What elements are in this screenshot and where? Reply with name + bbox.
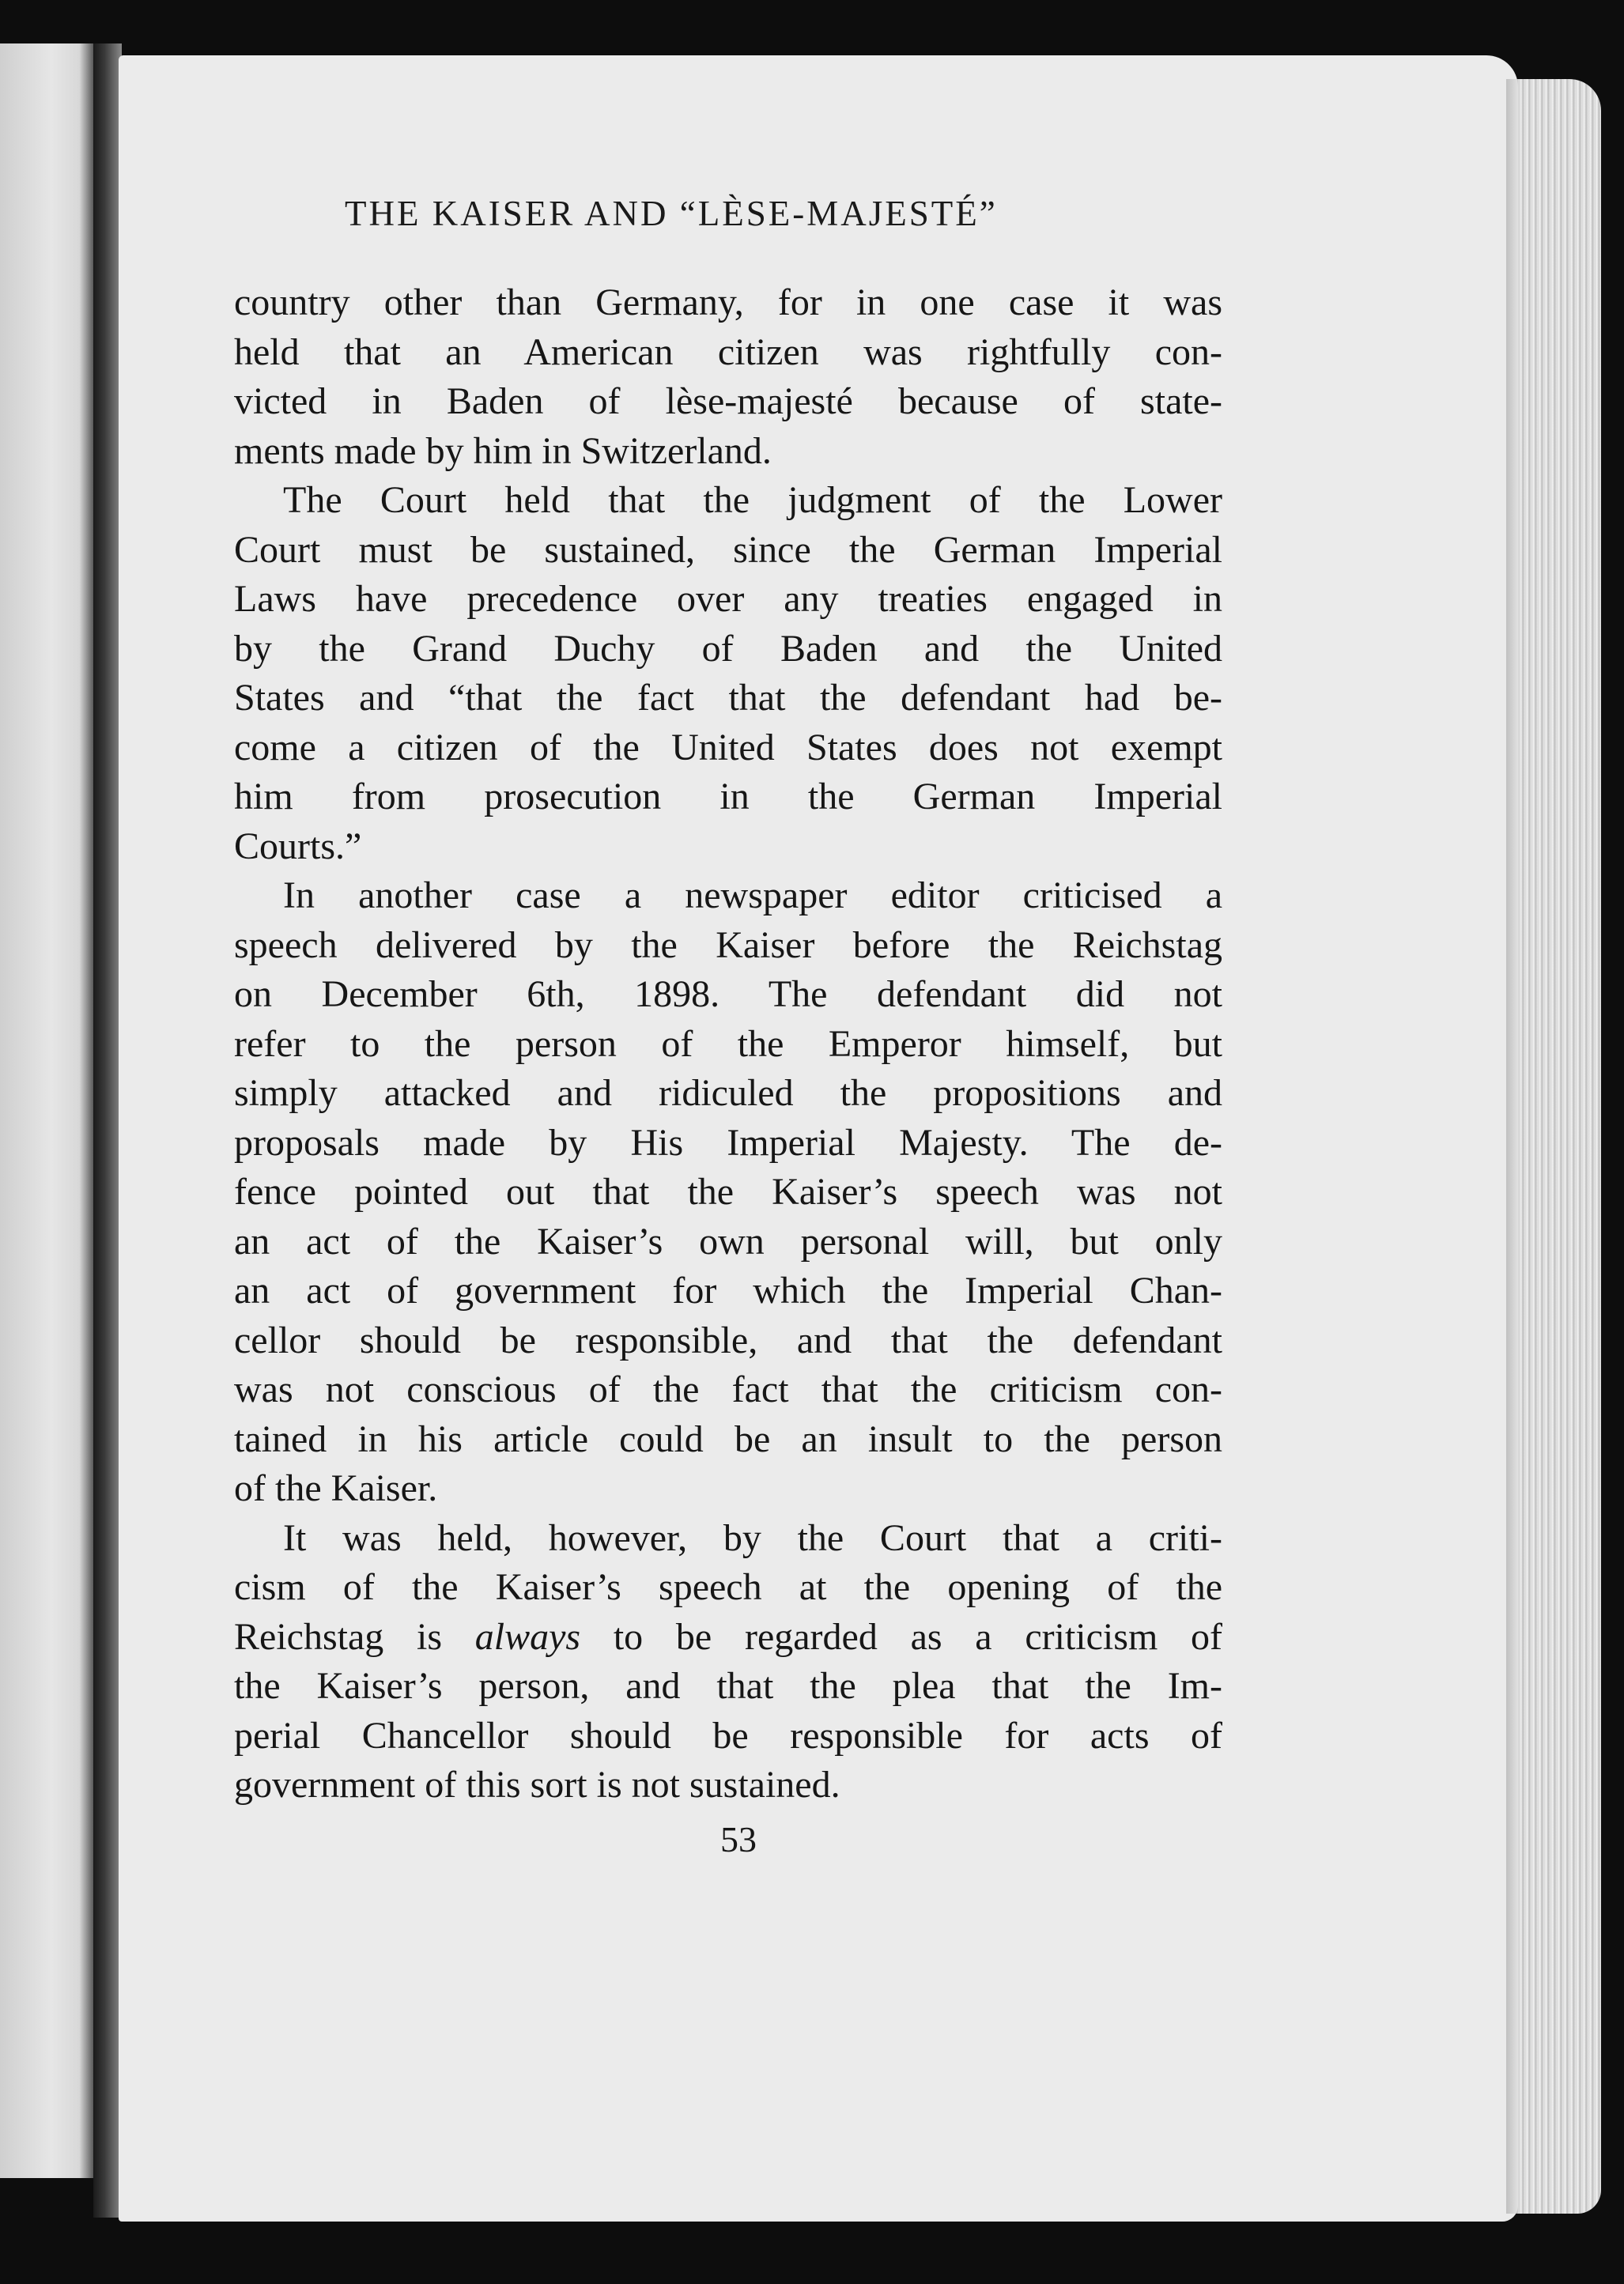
text-line: It was held, however, by the Court that a criti- xyxy=(283,1516,1222,1559)
text-line: tained in his article could be an insult to the person xyxy=(234,1418,1222,1460)
text-line: Reichstag is always to be regarded as a criticism of xyxy=(234,1615,1222,1658)
body-text xyxy=(234,278,1222,1810)
facing-page-edge xyxy=(0,43,93,2178)
page-number: 53 xyxy=(720,1819,757,1859)
text-line: The Court held that the judgment of the Lower xyxy=(283,479,1222,521)
text-line: speech delivered by the Kaiser before the Reichstag xyxy=(234,923,1222,966)
text-line: Laws have precedence over any treaties engaged in xyxy=(234,578,1222,620)
text-line: Courts.” xyxy=(234,825,362,867)
page-edge-shadow xyxy=(1506,79,1522,2214)
text-line: States and “that the fact that the defendant had be- xyxy=(234,677,1222,719)
text-line: come a citizen of the United States does not exempt xyxy=(234,726,1222,768)
text-line: perial Chancellor should be responsible for acts of xyxy=(234,1714,1222,1757)
text-line: cellor should be responsible, and that the defendant xyxy=(234,1319,1222,1361)
text-line: ments made by him in Switzerland. xyxy=(234,429,772,472)
text-line: an act of the Kaiser’s own personal will, but only xyxy=(234,1220,1222,1263)
text-line: fence pointed out that the Kaiser’s speech was not xyxy=(234,1171,1222,1213)
text-line: of the Kaiser. xyxy=(234,1467,438,1509)
text-line: simply attacked and ridiculed the propositions and xyxy=(234,1072,1222,1114)
running-head: THE KAISER AND “LÈSE-MAJESTÉ” xyxy=(345,194,998,233)
text-line: the Kaiser’s person, and that the plea that the Im- xyxy=(234,1665,1222,1707)
text-line: In another case a newspaper editor criticised a xyxy=(283,874,1222,916)
text-line: by the Grand Duchy of Baden and the United xyxy=(234,627,1222,670)
text-line: government of this sort is not sustained. xyxy=(234,1764,840,1806)
text-line: victed in Baden of lèse-majesté because of state- xyxy=(234,380,1222,422)
text-line: country other than Germany, for in one case it was xyxy=(234,281,1222,323)
text-line: was not conscious of the fact that the criticism con- xyxy=(234,1369,1222,1410)
text-line: an act of government for which the Imperial Chan- xyxy=(234,1270,1222,1312)
text-line: Court must be sustained, since the German Imperial xyxy=(234,528,1222,571)
text-line: cism of the Kaiser’s speech at the opening of the xyxy=(234,1566,1222,1608)
text-line: held that an American citizen was rightfully con- xyxy=(234,330,1222,373)
book-gutter xyxy=(93,43,122,2218)
text-line: refer to the person of the Emperor himself, but xyxy=(234,1022,1222,1065)
italic-emphasis: always xyxy=(474,1615,581,1658)
text-line: him from prosecution in the German Imperial xyxy=(234,776,1222,817)
text-line: proposals made by His Imperial Majesty. The de- xyxy=(234,1121,1222,1164)
text-line: on December 6th, 1898. The defendant did not xyxy=(234,973,1222,1015)
